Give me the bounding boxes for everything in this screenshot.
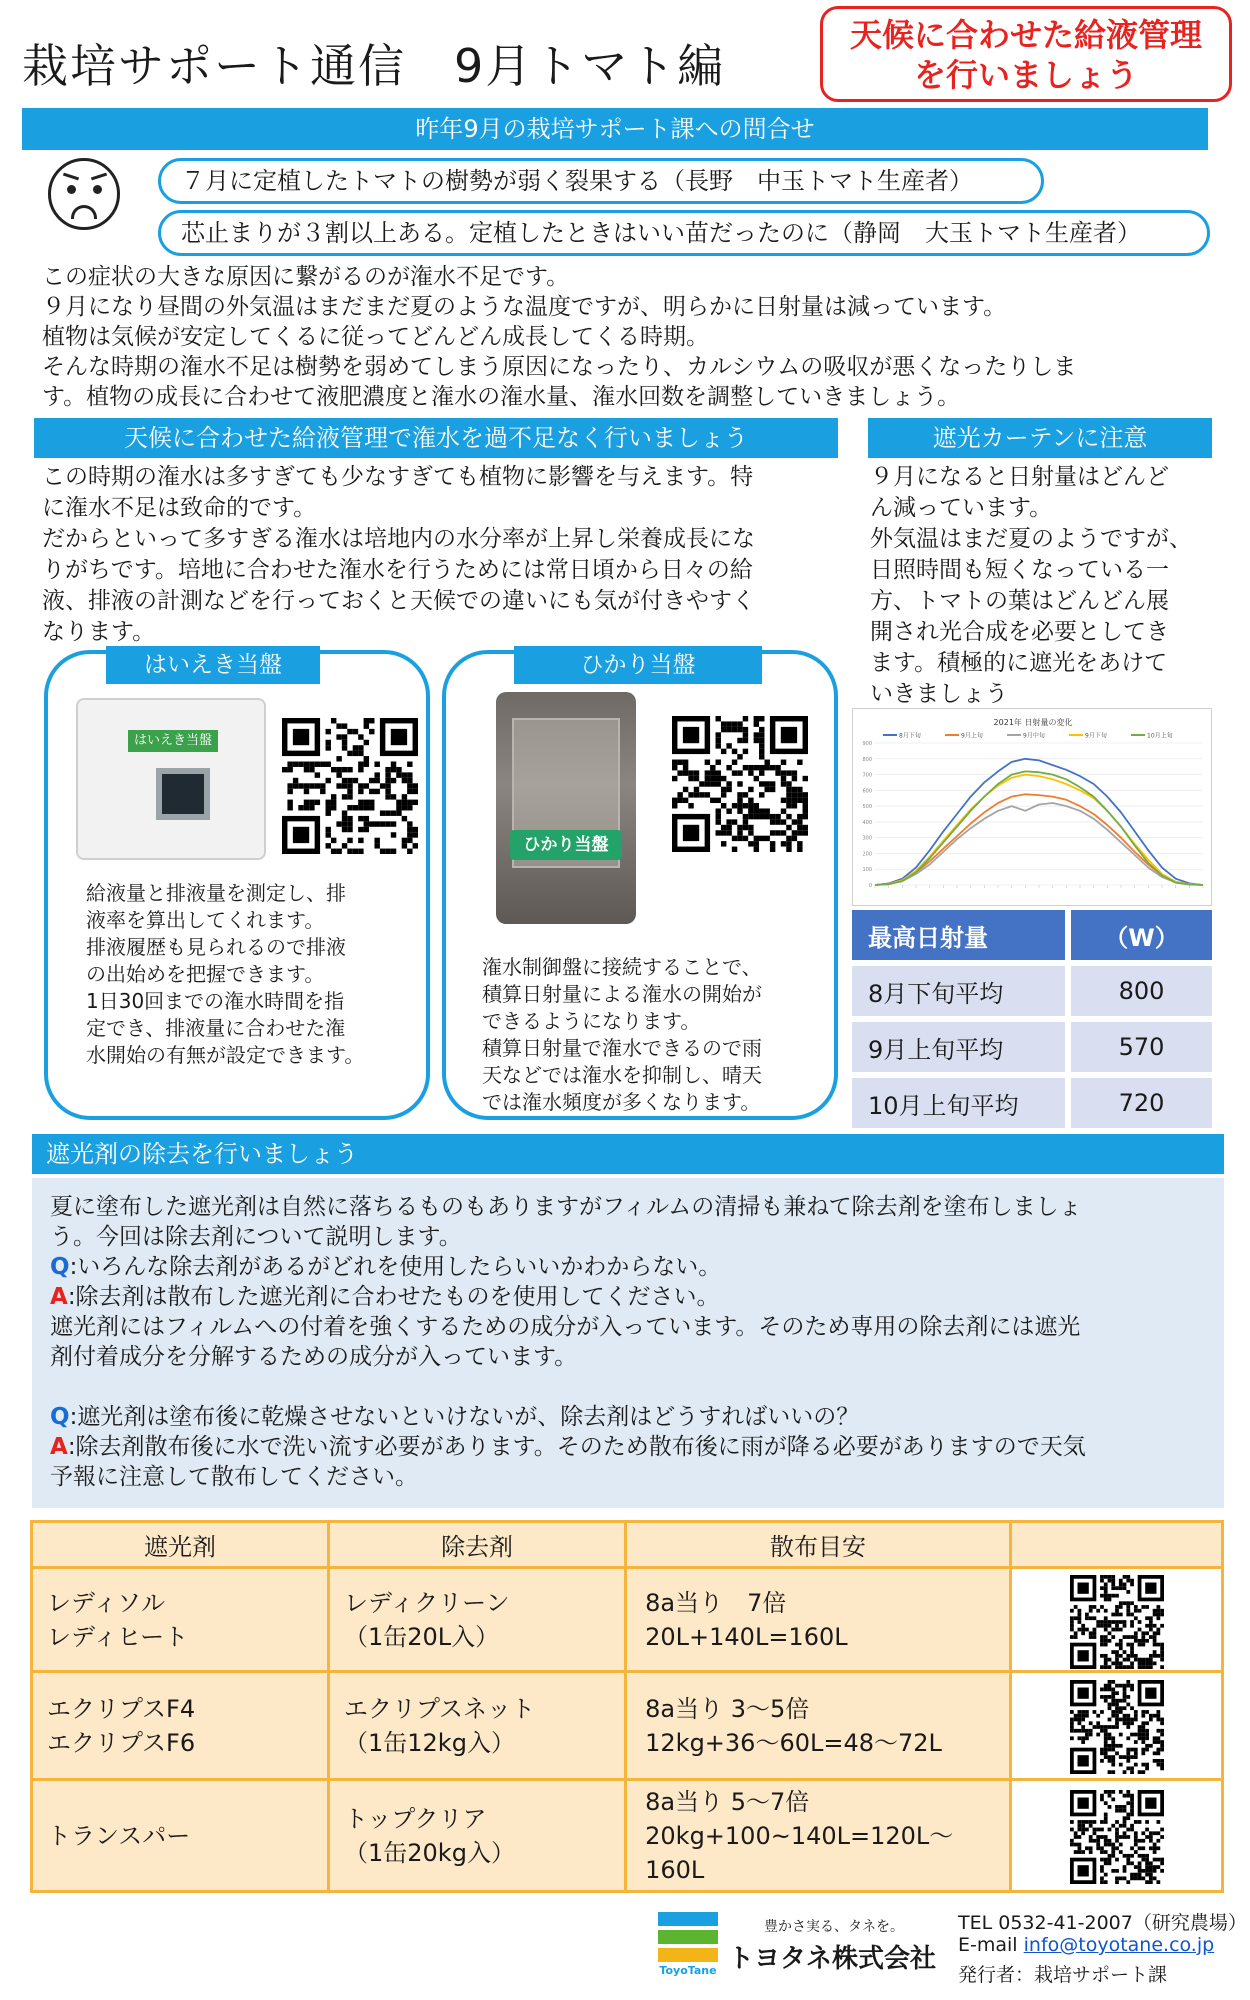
remover-size: （1缶20kg入） [344,1838,515,1867]
callout-line-1: 天候に合わせた給液管理 [849,16,1202,54]
guide-ratio: 8a当り 5～7倍 [645,1787,810,1816]
hikari-device-image [496,692,636,924]
removal-line [50,1462,1220,1492]
qr-code-icon[interactable] [282,718,418,854]
hikari-line: 天などでは潅水を抑制し、晴天 [482,1063,762,1087]
y-tick-label: 0 [868,883,872,889]
qr-cell [1010,1568,1222,1672]
hikari-label: ひかり当盤 [514,646,762,684]
radiation-value: 720 [1068,1078,1212,1128]
y-tick-label: 600 [862,788,872,795]
hikari-line: 積算日射量で潅水できるので雨 [482,1036,762,1060]
qr-cell [1010,1672,1222,1780]
removal-line-text: :遮光剤は塗布後に乾燥させないといけないが、除去剤はどうすればいいの？ [69,1404,860,1430]
intro-line: この症状の大きな原因に繋がるのが潅水不足です。 [42,264,570,290]
removal-line-text: :いろんな除去剤があるがどれを使用したらいいかわからない。 [69,1254,722,1280]
remover-col-header: 除去剤 [329,1522,626,1568]
qr-col-header [1010,1522,1222,1568]
callout-line-2: を行いましょう [913,56,1138,94]
answer-marker: A [50,1434,68,1460]
haieki-label: はいえき当盤 [106,646,320,684]
removal-line-text: う。今回は除去剤について説明します。 [50,1224,462,1250]
irrigation-line: 液、排液の計測などを行っておくと天候での違いにも気が付きやすく [42,588,755,614]
removal-line-text: 遮光剤にはフィルムへの付着を強くするための成分が入っています。そのため専用の除去剤には遮光 [50,1314,1081,1340]
remover-name: トップクリア [344,1804,487,1833]
device-tag: ひかり当盤 [510,830,622,860]
qr-code-icon[interactable] [1070,1790,1164,1884]
haieki-line: 定でき、排液量に合わせた潅 [86,1016,346,1040]
y-tick-label: 100 [862,867,872,874]
guide-cell [626,1672,1011,1780]
removal-text [50,1192,1220,1492]
radiation-value: 570 [1068,1022,1212,1072]
radiation-period: 9月上旬平均 [852,1022,1068,1072]
shading-curtain-text [870,462,1216,710]
agent-name: レディヒート [47,1622,189,1651]
qr-code-icon[interactable] [1070,1575,1164,1669]
haieki-line: 給液量と排液量を測定し、排 [86,881,346,905]
removal-line [50,1312,1220,1342]
irrigation-text [42,462,842,648]
removal-line [50,1402,1220,1432]
removal-line-text: :除去剤散布後に水で洗い流す必要があります。そのため散布後に雨が降る必要がありますので天気 [67,1434,1086,1460]
curtain-line: ９月になると日射量はどんど [870,464,1169,490]
inquiry-bubble-1: ７月に定植したトマトの樹勢が弱く裂果する（長野 中玉トマト生産者） [158,158,1044,204]
legend-label: 9月中旬 [1023,732,1045,740]
radiation-header: 最高日射量 [852,910,1068,960]
curtain-line: いきましょう [870,681,1008,707]
answer-marker: A [50,1284,68,1310]
irrigation-line: に潅水不足は致命的です。 [42,495,317,521]
removal-line [50,1342,1220,1372]
removal-line-text: 夏に塗布した遮光剤は自然に落ちるものもありますがフィルムの清掃も兼ねて除去剤を塗布しましょ [50,1194,1082,1220]
agent-name: レディソル [47,1588,166,1617]
intro-line: 植物は気候が安定してくるに従ってどんどん成長してくる時期。 [42,324,709,350]
removal-line [50,1222,1220,1252]
guide-col-header: 散布目安 [626,1522,1011,1568]
y-tick-label: 500 [862,804,872,811]
guide-cell [626,1568,1011,1672]
hikari-line: では潅水頻度が多くなります。 [482,1090,761,1114]
guide-amount: 12kg+36～60L=48～72L [645,1728,942,1757]
agent-name: エクリプスF4 [47,1694,196,1723]
irrigation-line: りがちです。培地に合わせた潅水を行うためには常日頃から日々の給 [42,557,753,583]
intro-line: そんな時期の潅水不足は樹勢を弱めてしまう原因になったり、カルシウムの吸収が悪くなったりしま [42,354,1077,380]
removal-bar: 遮光剤の除去を行いましょう [32,1134,1224,1174]
agent-col-header: 遮光剤 [32,1522,329,1568]
device-screen [156,768,210,820]
brand-name: ToyoTane [659,1964,717,1977]
hikari-line: 積算日射量による潅水の開始が [482,982,762,1006]
y-tick-label: 700 [862,772,872,779]
curtain-line: 方、トマトの葉はどんどん展 [870,588,1169,614]
curtain-line: 外気温はまだ夏のようですが、 [870,526,1192,552]
hikari-text [482,954,822,1116]
curtain-line: 開され光合成を必要としてき [870,619,1169,645]
irrigation-line: だからといって多すぎる潅水は培地内の水分率が上昇し栄養成長にな [42,526,755,552]
agent-cell [32,1780,329,1892]
chart-svg [853,709,1213,907]
haieki-line: の出始めを把握できます。 [86,962,325,986]
removal-line [50,1282,1220,1312]
qr-code-icon[interactable] [672,716,808,852]
guide-cell [626,1780,1011,1892]
page-title: 栽培サポート通信 9月トマト編 [22,39,726,93]
removal-line-text: :除去剤は散布した遮光剤に合わせたものを使用してください。 [67,1284,720,1310]
curtain-line: ます。積極的に遮光をあけて [870,650,1168,676]
email-link[interactable]: info@toyotane.co.jp [1023,1934,1215,1956]
inquiry-bar: 昨年9月の栽培サポート課への問合せ [22,108,1208,150]
agent-cell [32,1672,329,1780]
agent-name: トランスパー [47,1821,191,1850]
guide-amount: 20L+140L=160L [645,1622,848,1651]
question-marker: Q [50,1404,70,1430]
guide-ratio: 8a当り 3～5倍 [645,1694,810,1723]
y-tick-label: 900 [862,741,872,747]
remover-cell [329,1568,626,1672]
email-label: E-mail [958,1934,1018,1956]
legend-label: 9月上旬 [961,732,983,740]
legend-label: 9月下旬 [1085,732,1107,740]
removal-line-text: 剤付着成分を分解するための成分が入っています。 [50,1344,578,1370]
remover-name: エクリプスネット [344,1694,536,1723]
haieki-line: 水開始の有無が設定できます。 [86,1043,365,1067]
haieki-text [86,880,416,1069]
publisher: 発行者：栽培サポート課 [958,1964,1168,1986]
intro-text [42,262,1222,412]
solar-radiation-chart [852,708,1212,906]
remover-cell [329,1780,626,1892]
haieki-line: 液率を算出してくれます。 [86,908,325,932]
agent-table [30,1520,1224,1893]
removal-line [50,1252,1220,1282]
y-tick-label: 400 [862,819,872,826]
y-tick-label: 300 [862,835,872,842]
series-line [875,803,1203,885]
haieki-device-image [76,698,266,860]
agent-cell [32,1568,329,1672]
irrigation-section-bar: 天候に合わせた給液管理で潅水を過不足なく行いましょう [34,418,838,458]
hikari-line: 潅水制御盤に接続することで、 [482,955,762,979]
y-tick-label: 800 [862,756,872,763]
device-tag: はいえき当盤 [128,730,218,752]
guide-ratio: 8a当り 7倍 [645,1588,787,1617]
callout-box [820,6,1232,102]
tel: TEL 0532-41-2007（研究農場） [958,1912,1247,1934]
removal-line-text: 予報に注意して散布してください。 [50,1464,418,1490]
legend-label: 8月下旬 [899,732,921,740]
curtain-line: ん減っています。 [870,495,1053,521]
y-tick-label: 200 [862,851,872,858]
guide-amount: 20kg+100~140L=120L～160L [645,1821,954,1884]
remover-name: レディクリーン [344,1588,510,1617]
radiation-header: （W） [1068,910,1212,960]
company-name: トヨタネ株式会社 [728,1944,937,1974]
hikari-line: できるようになります。 [482,1009,701,1033]
removal-line [50,1432,1220,1462]
intro-line: す。植物の成長に合わせて液肥濃度と潅水の潅水量、潅水回数を調整していきましょう。 [42,384,961,410]
removal-line [50,1192,1220,1222]
chart-title: 2021年 日射量の変化 [993,718,1073,727]
shading-curtain-bar: 遮光カーテンに注意 [868,418,1212,458]
radiation-value: 800 [1068,966,1212,1016]
worried-face-icon [48,158,120,230]
irrigation-line: なります。 [42,619,156,645]
irrigation-line: この時期の潅水は多すぎても少なすぎても植物に影響を与えます。特 [42,464,754,490]
remover-size: （1缶12kg入） [344,1728,515,1757]
remover-cell [329,1672,626,1780]
radiation-table [852,910,1212,1128]
agent-name: エクリプスF6 [47,1728,196,1757]
radiation-period: 10月上旬平均 [852,1078,1068,1128]
toyotane-logo-icon [658,1912,718,1978]
haieki-line: 排液履歴も見られるので排液 [86,935,346,959]
qr-cell [1010,1780,1222,1892]
qr-code-icon[interactable] [1070,1680,1164,1774]
remover-size: （1缶20L入） [344,1622,500,1651]
company-slogan: 豊かさ実る、タネを。 [764,1919,904,1935]
question-marker: Q [50,1254,70,1280]
radiation-period: 8月下旬平均 [852,966,1068,1016]
curtain-line: 日照時間も短くなっている一 [870,557,1169,583]
legend-label: 10月上旬 [1147,732,1173,740]
haieki-line: 1日30回までの潅水時間を指 [86,989,345,1013]
inquiry-bubble-2: 芯止まりが３割以上ある。定植したときはいい苗だったのに（静岡 大玉トマト生産者） [158,210,1210,256]
removal-line [50,1372,1220,1402]
email-row [958,1934,1214,1956]
intro-line: ９月になり昼間の外気温はまだまだ夏のような温度ですが、明らかに日射量は減っています。 [42,294,1007,320]
